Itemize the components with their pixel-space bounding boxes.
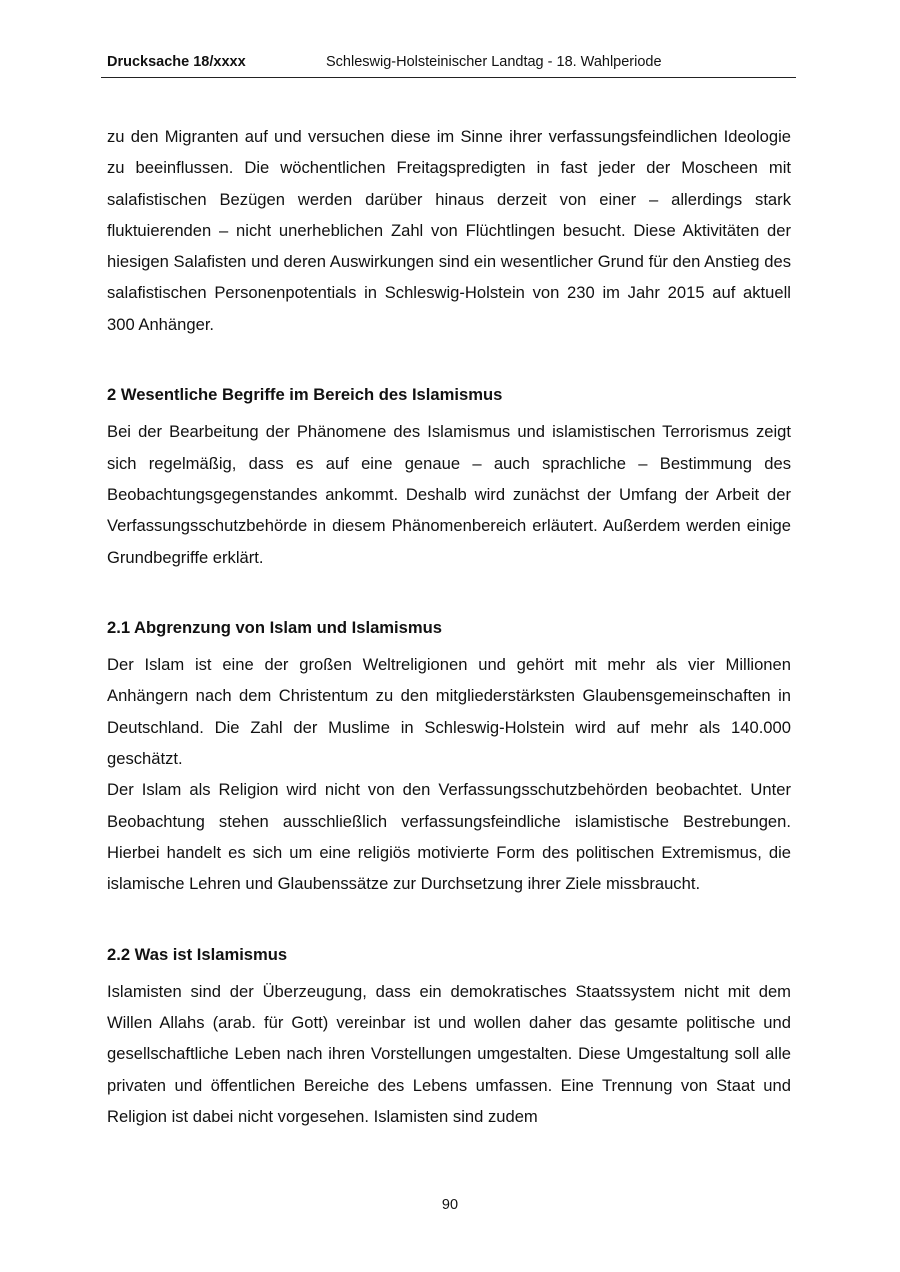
page-number: 90 [441,1197,459,1213]
section-2-heading: 2 Wesentliche Begriffe im Bereich des Islamismus [107,385,503,405]
section-2-paragraph: Bei der Bearbeitung der Phänomene des Islamismus und islamistischen Terrorismus zeigt sich regelmäßig, dass es auf eine genaue – auch sprachliche – Bestimmung des Beobachtungsgegenstandes ankommt. Deshalb wird zunächst der Umfang der Arbeit der Verfassungsschutzbehörde in diesem Phänomenbereich erläutert. Außerdem werden einige Grundbegriffe erklärt. [107,422,791,567]
section-2-1-paragraph-2: Der Islam als Religion wird nicht von den Verfassungsschutzbehörden beobachtet. Unter Beobachtung stehen ausschließlich verfassungsfeindliche islamistische Bestrebungen. Hierbei handelt es sich um eine religiös motivierte Form des politischen Extremismus, die islamische Lehren und Glaubenssätze zur Durchsetzung ihrer Ziele missbraucht. [107,780,791,894]
document-body [107,121,791,1132]
document-number: Drucksache 18/xxxx [107,54,246,70]
section-2-1-heading: 2.1 Abgrenzung von Islam und Islamismus [107,617,443,637]
section-2-2-paragraph: Islamisten sind der Überzeugung, dass ein demokratisches Staatssystem nicht mit dem Willen Allahs (arab. für Gott) vereinbar ist und wollen daher das gesamte politische und gesellschaftliche Leben nach ihren Vorstellungen umgestalten. Diese Umgestaltung soll alle privaten und öffentlichen Bereiche des Lebens umfassen. Eine Trennung von Staat und Religion ist dabei nicht vorgesehen. Islamisten sind zudem [107,981,791,1127]
section-2-2-heading: 2.2 Was ist Islamismus [107,944,288,964]
intro-paragraph: zu den Migranten auf und versuchen diese im Sinne ihrer verfassungsfeindlichen Ideologie zu beeinflussen. Die wöchentlichen Freitagspredigten in fast jeder der Moscheen mit salafistischen Bezügen werden darüber hinaus derzeit von einer – allerdings stark fluktuierenden – nicht unerheblichen Zahl von Flüchtlingen besucht. Diese Aktivitäten der hiesigen Salafisten und deren Auswirkungen sind ein wesentlicher Grund für den Anstieg des salafistischen Personenpotentials in Schleswig-Holstein von 230 im Jahr 2015 auf aktuell 300 Anhänger. [107,127,791,334]
parliament-title: Schleswig-Holsteinischer Landtag - 18. Wahlperiode [326,54,662,70]
page-header [101,50,796,78]
section-2-1-paragraph-1: Der Islam ist eine der großen Weltreligionen und gehört mit mehr als vier Millionen Anhängern nach dem Christentum zu den mitgliederstärksten Glaubensgemeinschaften in Deutschland. Die Zahl der Muslime in Schleswig-Holstein wird auf mehr als 140.000 geschätzt. [107,655,791,769]
